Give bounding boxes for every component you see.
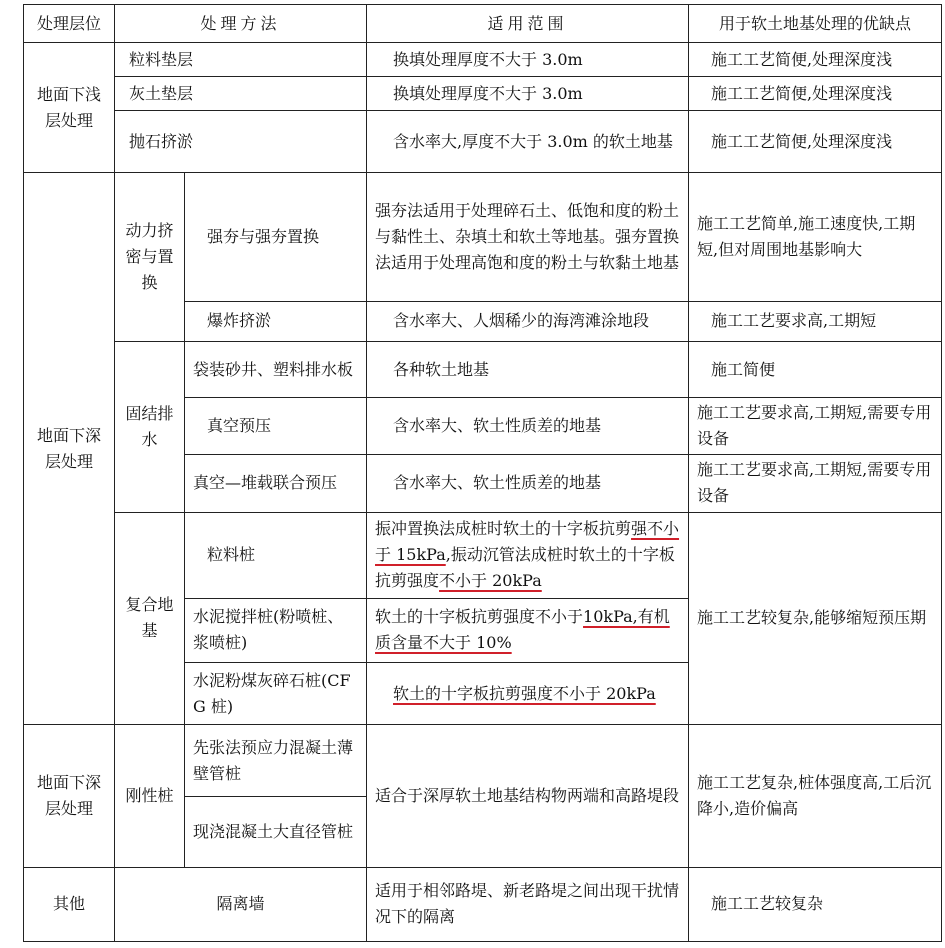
subgroup-rigid: 刚性桩 [115, 725, 185, 867]
table-row [24, 725, 942, 797]
scope-highlight: 不小于 20kPa [439, 571, 542, 591]
scope-highlight: 软土的十字板抗剪强度不小于 20kPa [393, 683, 656, 703]
method-cell: 袋装砂井、塑料排水板 [185, 342, 367, 398]
group-shallow: 地面下浅层处理 [24, 43, 115, 173]
scope-text: 软土的十字板抗剪强度不小于 [375, 607, 584, 627]
group-deep-2: 地面下深层处理 [24, 725, 115, 867]
scope-cell: 含水率大、人烟稀少的海湾滩涂地段 [367, 301, 689, 341]
pros-cell: 施工工艺较复杂 [689, 867, 942, 941]
method-cell: 隔离墙 [115, 867, 367, 941]
table-row [24, 43, 942, 77]
scope-cell: 换填处理厚度不大于 3.0m [367, 43, 689, 77]
scope-cell [367, 512, 689, 598]
scope-text: 振冲置换法成桩时软土的十字板抗剪 [375, 519, 632, 539]
scope-highlight: 10kPa,有机质含量不大于 10% [375, 607, 670, 653]
pros-cell: 施工工艺简便,处理深度浅 [689, 111, 942, 173]
table-row [24, 342, 942, 398]
method-cell: 真空预压 [185, 398, 367, 455]
table-row [24, 173, 942, 301]
scope-cell: 含水率大、软土性质差的地基 [367, 398, 689, 455]
method-cell: 水泥粉煤灰碎石桩(CFG 桩) [185, 663, 367, 725]
group-other: 其他 [24, 867, 115, 941]
scope-cell [367, 663, 689, 725]
method-cell: 真空—堆载联合预压 [185, 455, 367, 512]
method-cell: 强夯与强夯置换 [185, 173, 367, 301]
scope-cell: 适用于相邻路堤、新老路堤之间出现干扰情况下的隔离 [367, 867, 689, 941]
scope-highlight: 强不小于 15kPa [375, 519, 680, 565]
method-cell: 粒料垫层 [115, 43, 367, 77]
table-row [24, 867, 942, 941]
table-row [24, 512, 942, 598]
scope-cell [367, 598, 689, 662]
group-deep: 地面下深层处理 [24, 173, 115, 725]
scope-text: ,振动沉管法成桩时软土的十字板抗剪强度 [375, 545, 675, 591]
method-cell: 粒料桩 [185, 512, 367, 598]
pros-cell: 施工工艺要求高,工期短 [689, 301, 942, 341]
method-cell: 抛石挤淤 [115, 111, 367, 173]
table-row [24, 111, 942, 173]
pros-cell: 施工工艺要求高,工期短,需要专用设备 [689, 398, 942, 455]
scope-cell: 各种软土地基 [367, 342, 689, 398]
scope-cell: 换填处理厚度不大于 3.0m [367, 77, 689, 111]
scope-cell: 强夯法适用于处理碎石土、低饱和度的粉土与黏性土、杂填土和软土等地基。强夯置换法适用于处理高饱和度的粉土与软黏土地基 [367, 173, 689, 301]
soft-soil-treatment-table [23, 4, 942, 942]
pros-cell: 施工工艺要求高,工期短,需要专用设备 [689, 455, 942, 512]
header-scope: 适用范围 [367, 5, 689, 43]
method-cell: 现浇混凝土大直径管桩 [185, 797, 367, 867]
pros-cell: 施工工艺简便,处理深度浅 [689, 77, 942, 111]
method-cell: 水泥搅拌桩(粉喷桩、浆喷桩) [185, 598, 367, 662]
method-cell: 灰土垫层 [115, 77, 367, 111]
header-pros-cons: 用于软土地基处理的优缺点 [689, 5, 942, 43]
scope-cell: 适合于深厚软土地基结构物两端和高路堤段 [367, 725, 689, 867]
pros-cell: 施工简便 [689, 342, 942, 398]
subgroup-composite: 复合地基 [115, 512, 185, 725]
pros-cell: 施工工艺简便,处理深度浅 [689, 43, 942, 77]
header-level: 处理层位 [24, 5, 115, 43]
pros-cell: 施工工艺复杂,桩体强度高,工后沉降小,造价偏高 [689, 725, 942, 867]
scope-cell: 含水率大,厚度不大于 3.0m 的软土地基 [367, 111, 689, 173]
method-cell: 爆炸挤淤 [185, 301, 367, 341]
pros-cell: 施工工艺简单,施工速度快,工期短,但对周围地基影响大 [689, 173, 942, 301]
table-header-row [24, 5, 942, 43]
subgroup-dynamic: 动力挤密与置换 [115, 173, 185, 342]
pros-cell: 施工工艺较复杂,能够缩短预压期 [689, 512, 942, 725]
scope-cell: 含水率大、软土性质差的地基 [367, 455, 689, 512]
method-cell: 先张法预应力混凝土薄壁管桩 [185, 725, 367, 797]
header-method: 处理方法 [115, 5, 367, 43]
table-row [24, 77, 942, 111]
subgroup-consolidation: 固结排水 [115, 342, 185, 513]
